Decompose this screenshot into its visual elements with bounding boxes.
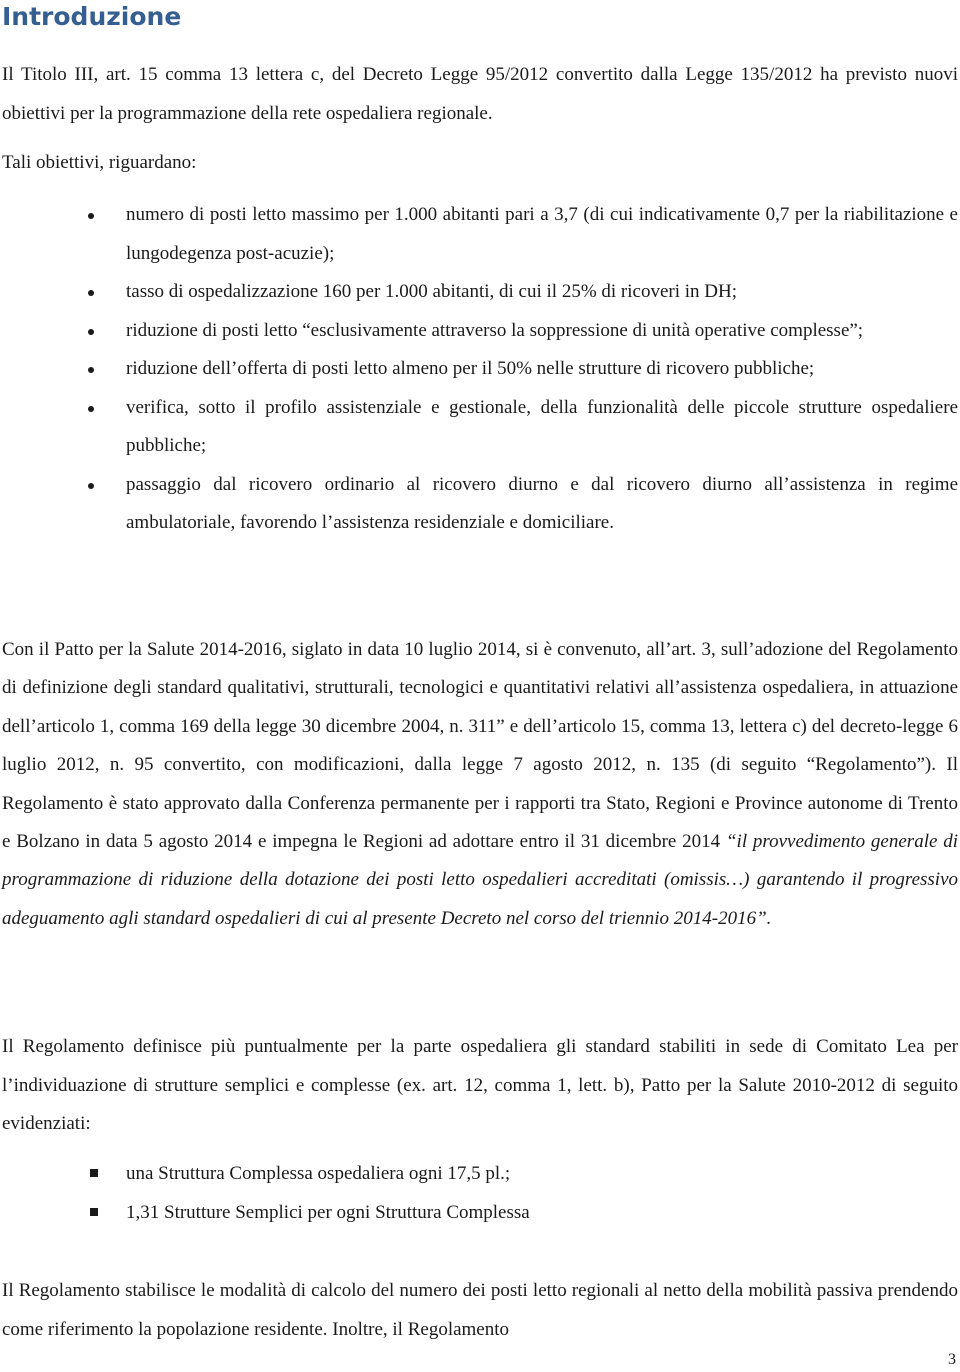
list-item: passaggio dal ricovero ordinario al ricovero diurno e dal ricovero diurno all’assistenza in regime ambulatoriale, favorendo l’assistenza residenziale e domiciliare.: [2, 466, 958, 543]
list-item: verifica, sotto il profilo assistenziale e gestionale, della funzionalità delle piccole strutture ospedaliere pubbliche;: [2, 389, 958, 466]
patto-paragraph: [2, 631, 958, 938]
calcolo-paragraph: Il Regolamento stabilisce le modalità di calcolo del numero dei posti letto regionali al netto della mobilità passiva prendendo come riferimento la popolazione residente. Inoltre, il Regolamento: [2, 1280, 958, 1340]
list-item: numero di posti letto massimo per 1.000 abitanti pari a 3,7 (di cui indicativamente 0,7 per la riabilitazione e lungodegenza post-acuzie);: [2, 196, 958, 273]
list-item: 1,31 Strutture Semplici per ogni Struttura Complessa: [2, 1194, 958, 1233]
objectives-list: [2, 196, 958, 543]
standards-list: [2, 1155, 958, 1232]
list-item: riduzione di posti letto “esclusivamente attraverso la soppressione di unità operative complesse”;: [2, 312, 958, 351]
regolamento-paragraph: Il Regolamento definisce più puntualmente per la parte ospedaliera gli standard stabiliti in sede di Comitato Lea per l’individuazione di strutture semplici e complesse (ex. art. 12, comma 1, lett. b), Patto per la Salute 2010-2012 di seguito evidenziati:: [2, 1036, 958, 1135]
page-title: Introduzione: [2, 2, 182, 31]
regolamento-quote: “il provvedimento generale di programmazione di riduzione della dotazione dei posti letto ospedalieri accreditati (omissis…) garantendo il progressivo adeguamento agli standard ospedalieri di cui al presente Decreto nel corso del triennio 2014-2016”.: [2, 831, 958, 929]
list-item: tasso di ospedalizzazione 160 per 1.000 abitanti, di cui il 25% di ricoveri in DH;: [2, 273, 958, 312]
patto-text: Con il Patto per la Salute 2014-2016, siglato in data 10 luglio 2014, si è convenuto, all’art. 3, sull’adozione del Regolamento di definizione degli standard qualitativi, strutturali, tecnologici e quantitativi relativi all’assistenza ospedaliera, in attuazione dell’articolo 1, comma 169 della legge 30 dicembre 2004, n. 311” e dell’articolo 15, comma 13, lettera c) del decreto-legge 6 luglio 2012, n. 95 convertito, con modificazioni, dalla legge 7 agosto 2012, n. 135 (di seguito “Regolamento”). Il Regolamento è stato approvato dalla Conferenza permanente per i rapporti tra Stato, Regioni e Province autonome di Trento e Bolzano in data 5 agosto 2014 e impegna le Regioni ad adottare entro il 31 dicembre 2014: [2, 639, 958, 853]
list-item: riduzione dell’offerta di posti letto almeno per il 50% nelle strutture di ricovero pubbliche;: [2, 350, 958, 389]
list-item: una Struttura Complessa ospedaliera ogni 17,5 pl.;: [2, 1155, 958, 1194]
intro-paragraph: Il Titolo III, art. 15 comma 13 lettera c, del Decreto Legge 95/2012 convertito dalla Legge 135/2012 ha previsto nuovi obiettivi per la programmazione della rete ospedaliera regionale.: [2, 64, 958, 124]
page-number: 3: [948, 1351, 956, 1368]
objectives-lead: Tali obiettivi, riguardano:: [2, 152, 197, 173]
